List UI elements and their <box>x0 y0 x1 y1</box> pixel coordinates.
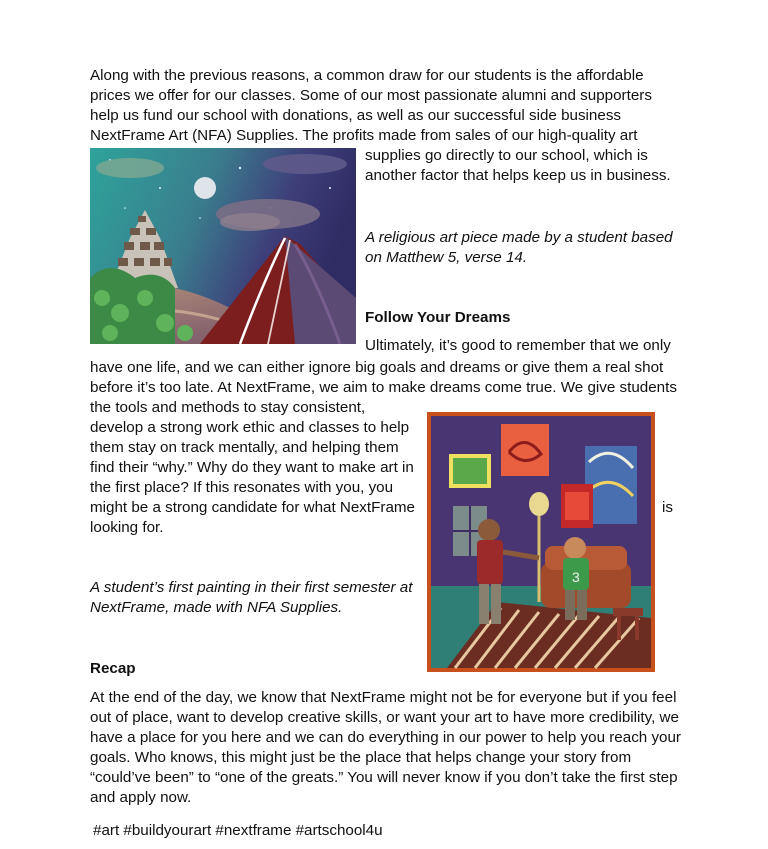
section-heading: Follow Your Dreams <box>365 309 511 326</box>
body-text-line: might be a strong candidate for what NextFrame <box>90 499 416 516</box>
body-text-line: supplies go directly to our school, which is <box>365 147 648 164</box>
image-caption: A religious art piece made by a student based <box>365 229 673 246</box>
body-text-line: At the end of the day, we know that NextFrame might not be for everyone but if you feel <box>90 689 677 706</box>
body-text-line: find their “why.” Why do they want to make art in <box>90 459 414 476</box>
body-text-line: have one life, and we can either ignore big goals and dreams or give them a real shot <box>90 359 664 376</box>
body-text-line: Ultimately, it’s good to remember that we only <box>365 337 671 354</box>
image-caption: on Matthew 5, verse 14. <box>365 249 528 266</box>
section-heading: Recap <box>90 660 136 677</box>
body-text-line: them stay on track mentally, and helping them <box>90 439 399 456</box>
body-text-line: develop a strong work ethic and classes to help <box>90 419 410 436</box>
svg-text:3: 3 <box>572 569 580 585</box>
body-text-line: and apply now. <box>90 789 192 806</box>
body-text-line: NextFrame Art (NFA) Supplies. The profits made from sales of our high-quality art <box>90 127 638 144</box>
body-text-line: before it’s too late. At NextFrame, we aim to make dreams come true. We give students <box>90 379 677 396</box>
body-text-line: is <box>662 499 673 516</box>
hashtags: #art #buildyourart #nextframe #artschool4u <box>93 822 383 839</box>
image-caption: A student’s first painting in their first semester at <box>90 579 413 596</box>
religious-painting-image <box>90 148 356 344</box>
body-text-line: out of place, want to develop creative skills, or want your art to have more credibility, we <box>90 709 679 726</box>
body-text-line: looking for. <box>90 519 164 536</box>
body-text-line: prices we offer for our classes. Some of our most passionate alumni and supporters <box>90 87 652 104</box>
body-text-line: Along with the previous reasons, a common draw for our students is the affordable <box>90 67 644 84</box>
body-text-line: the tools and methods to stay consistent, <box>90 399 366 416</box>
body-text-line: goals. Who knows, this might just be the place that helps change your story from <box>90 749 632 766</box>
body-text-line: have a place for you here and we can do everything in our power to help you reach your <box>90 729 681 746</box>
body-text-line: “could’ve been” to “one of the greats.” You will never know if you don’t take the first step <box>90 769 678 786</box>
body-text-line: another factor that helps keep us in business. <box>365 167 671 184</box>
body-text-line: help us fund our school with donations, as well as our successful side business <box>90 107 622 124</box>
student-painting-image <box>427 412 655 672</box>
body-text-line: the first place? If this resonates with you, you <box>90 479 394 496</box>
image-caption: NextFrame, made with NFA Supplies. <box>90 599 343 616</box>
